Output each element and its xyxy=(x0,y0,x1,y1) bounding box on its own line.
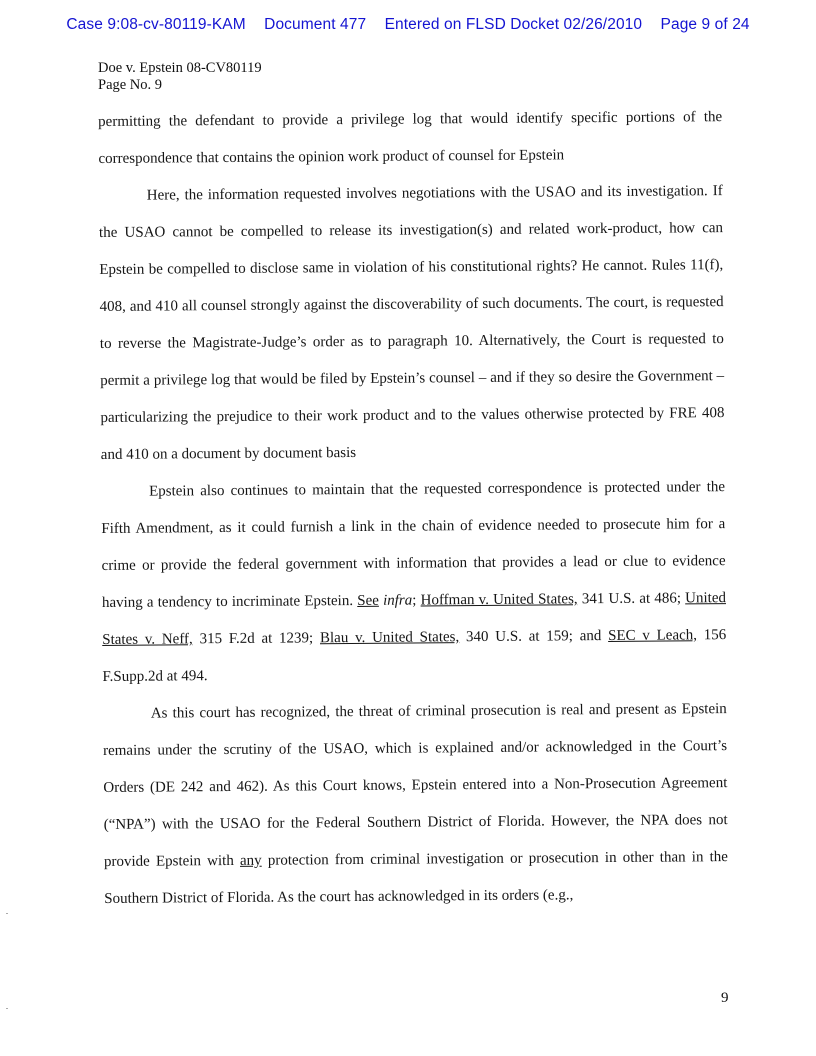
paragraph-4-text-a: As this court has recognized, the threat of criminal prosecution is real and present as Epstein remains under the scrutiny of the USAO, which is explained and/or acknowledged in the Court’s Orders (DE 242 and 462). As this Court knows, Epstein entered into a Non-Prosecution Agreement (“NPA”) with the USAO for the Federal Southern District of Florida. However, the NPA does not provide Epstein with xyxy=(103,701,728,870)
citation-hoffman: 341 U.S. at 486; xyxy=(581,590,682,608)
scan-speck xyxy=(6,1008,8,1009)
body-text xyxy=(98,99,728,918)
scan-speck xyxy=(6,913,8,914)
paragraph-2: Here, the information requested involves negotiations with the USAO and its investigation. If the USAO cannot be compelled to release its investigation(s) and related work-product, how can Epstein be compelled to disclose same in violation of his constitutional rights? He cannot. Rules 11(f), 408, and 410 all counsel strongly against the discoverability of such documents. The court, is requested to reverse the Magistrate-Judge’s order as to paragraph 10. Alternatively, the Court is requested to permit a privilege log that would be filed by Epstein’s counsel – and if they so desire the Government – particularizing the prejudice to their work product and to the values otherwise protected by FRE 408 and 410 on a document by document basis xyxy=(98,183,725,463)
emphasis-any: any xyxy=(239,852,262,869)
infra-signal: infra xyxy=(383,592,413,609)
case-name-neff: United States v. Neff, xyxy=(102,590,727,648)
paragraph-3 xyxy=(101,469,727,696)
case-name-hoffman: Hoffman v. United States, xyxy=(420,591,578,609)
page-number: 9 xyxy=(721,990,729,1006)
see-signal: See xyxy=(357,592,379,609)
page-indicator: Page 9 of 24 xyxy=(660,16,750,33)
case-name-leach: SEC v Leach, xyxy=(608,627,698,645)
court-filing-header xyxy=(0,16,816,34)
running-head-page: Page No. 9 xyxy=(98,77,163,93)
paragraph-4 xyxy=(103,691,729,918)
case-number: Case 9:08-cv-80119-KAM xyxy=(66,16,246,33)
document-number: Document 477 xyxy=(264,16,367,33)
docket-entry: Entered on FLSD Docket 02/26/2010 xyxy=(384,16,643,33)
running-head xyxy=(98,60,262,94)
citation-blau: 340 U.S. at 159; and xyxy=(465,628,602,646)
paragraph-4-text-b: protection from criminal investigation or prosecution in other than in the Southern District of Florida. As the court has acknowledged in its orders (e.g., xyxy=(104,849,728,907)
running-head-caption: Doe v. Epstein 08-CV80119 xyxy=(98,60,262,76)
citation-leach: 156 F.Supp.2d at 494. xyxy=(102,627,727,685)
citation-separator: ; xyxy=(412,592,417,609)
citation-neff: 315 F.2d at 1239; xyxy=(199,630,314,648)
case-name-blau: Blau v. United States, xyxy=(319,629,460,647)
paragraph-1: permitting the defendant to provide a privilege log that would identify specific portions of the correspondence that contains the opinion work product of counsel for Epstein xyxy=(98,109,723,167)
paragraph-3-text: Epstein also continues to maintain that the requested correspondence is protected under the Fifth Amendment, as it could furnish a link in the chain of evidence needed to prosecute him for a crime or provide the federal government with information that provides a lead or clue to evidence having a tendency to incriminate Epstein. xyxy=(101,479,726,611)
